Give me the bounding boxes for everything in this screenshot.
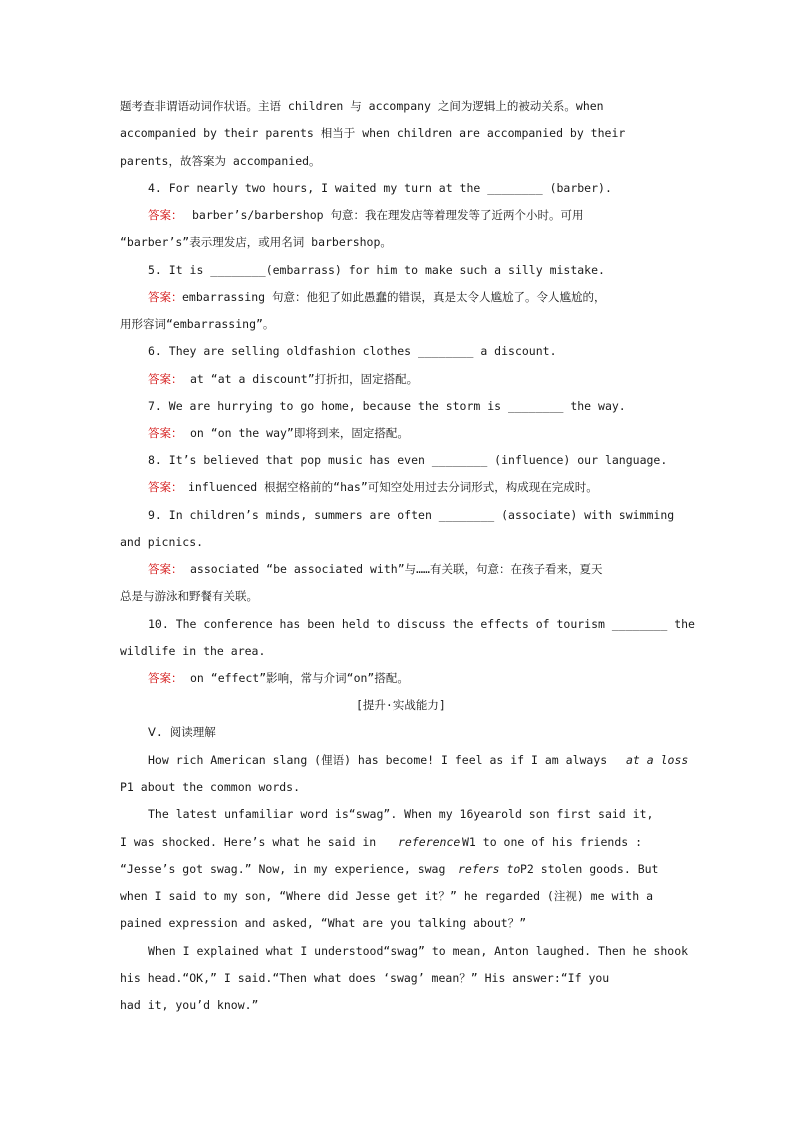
text-line <box>0 477 794 497</box>
text-line <box>0 96 794 116</box>
text-segment: 10. The conference has been held to discuss the effects of tourism ________ the <box>148 617 695 631</box>
text-segment: associated “be associated with”与……有关联，句意：在孩子看来，夏天 <box>190 562 603 576</box>
text-segment: accompanied by their parents 相当于 when children are accompanied by their <box>120 126 626 140</box>
text-segment: When I explained what I understood“swag” to mean, Anton laughed. Then he shook <box>148 944 689 958</box>
text-segment: 5. It is ________(embarrass) for him to make such a silly mistake. <box>148 263 605 277</box>
text-line <box>0 804 794 824</box>
text-line <box>0 941 794 961</box>
text-segment: on “effect”影响，常与介词“on”搭配。 <box>190 671 409 685</box>
text-line <box>0 341 794 361</box>
text-line <box>0 260 794 280</box>
italic-phrase: at a loss <box>626 753 689 767</box>
text-segment: The latest unfamiliar word is“swag”. When my 16yearold son first said it, <box>148 807 654 821</box>
text-segment: pained expression and asked, “What are you talking about？” <box>120 916 527 930</box>
text-segment: parents，故答案为 accompanied。 <box>120 154 321 168</box>
text-segment: his head.“OK,” I said.“Then what does ‘swag’ mean？” His answer:“If you <box>120 971 610 985</box>
text-segment: “barber’s”表示理发店，或用名词 barbershop。 <box>120 235 392 249</box>
text-line <box>0 505 794 525</box>
text-line <box>0 641 794 661</box>
text-segment: barber’s/barbershop 句意：我在理发店等着理发等了近两个小时。可用 <box>192 208 584 222</box>
text-segment: I was shocked. Here’s what he said in <box>120 835 377 849</box>
text-segment: at “at a discount”打折扣，固定搭配。 <box>190 372 419 386</box>
text-line <box>0 614 794 634</box>
text-segment: 7. We are hurrying to go home, because the storm is ________ the way. <box>148 399 626 413</box>
text-segment: 4. For nearly two hours, I waited my turn at the ________ (barber). <box>148 181 612 195</box>
text-line <box>0 369 794 389</box>
text-segment: embarrassing 句意：他犯了如此愚蠢的错误，真是太令人尴尬了。令人尴尬的， <box>182 290 606 304</box>
italic-phrase: refers to <box>458 862 521 876</box>
text-segment: on “on the way”即将到来，固定搭配。 <box>190 426 409 440</box>
text-line <box>0 750 794 770</box>
text-line <box>0 722 794 742</box>
text-segment: W1 to one of his friends : <box>462 835 643 849</box>
text-line <box>0 695 794 715</box>
text-line <box>0 205 794 225</box>
answer-label: 答案： <box>148 372 183 386</box>
text-line <box>0 586 794 606</box>
text-segment: 6. They are selling oldfashion clothes ________ a discount. <box>148 344 557 358</box>
text-segment: [提升·实战能力] <box>356 698 446 712</box>
text-line <box>0 151 794 171</box>
text-segment: influenced 根据空格前的“has”可知空处用过去分词形式，构成现在完成时。 <box>188 480 598 494</box>
answer-label: 答案： <box>148 290 183 304</box>
answer-label: 答案： <box>148 426 183 440</box>
text-line <box>0 450 794 470</box>
answer-label: 答案： <box>148 671 183 685</box>
answer-label: 答案： <box>148 480 183 494</box>
text-segment: “Jesse’s got swag.” Now, in my experience, swag <box>120 862 446 876</box>
text-line <box>0 396 794 416</box>
text-line <box>0 423 794 443</box>
text-segment: wildlife in the area. <box>120 644 266 658</box>
text-line <box>0 287 794 307</box>
text-line <box>0 178 794 198</box>
text-line <box>0 123 794 143</box>
answer-label: 答案： <box>148 562 183 576</box>
text-line <box>0 913 794 933</box>
text-line <box>0 559 794 579</box>
italic-phrase: reference <box>398 835 461 849</box>
text-line <box>0 777 794 797</box>
text-segment: and picnics. <box>120 535 204 549</box>
text-line <box>0 968 794 988</box>
text-segment: How rich American slang (俚语) has become! I feel as if I am always <box>148 753 608 767</box>
text-line <box>0 832 794 852</box>
text-line <box>0 995 794 1015</box>
text-line <box>0 886 794 906</box>
text-line <box>0 859 794 879</box>
text-line <box>0 232 794 252</box>
text-segment: Ⅴ. 阅读理解 <box>148 725 216 739</box>
text-segment: 用形容词“embarrassing”。 <box>120 317 275 331</box>
text-segment: P2 stolen goods. But <box>520 862 659 876</box>
text-segment: when I said to my son, “Where did Jesse get it？” he regarded (注视) me with a <box>120 889 653 903</box>
text-segment: 总是与游泳和野餐有关联。 <box>120 589 258 603</box>
text-segment: 9. In children’s minds, summers are often ________ (associate) with swimming <box>148 508 675 522</box>
text-line <box>0 532 794 552</box>
text-segment: 8. It’s believed that pop music has even ________ (influence) our language. <box>148 453 668 467</box>
text-line <box>0 668 794 688</box>
text-line <box>0 314 794 334</box>
text-segment: 题考查非谓语动词作状语。主语 children 与 accompany 之间为逻辑上的被动关系。when <box>120 99 604 113</box>
text-segment: P1 about the common words. <box>120 780 301 794</box>
answer-label: 答案： <box>148 208 183 222</box>
text-segment: had it, you’d know.” <box>120 998 259 1012</box>
